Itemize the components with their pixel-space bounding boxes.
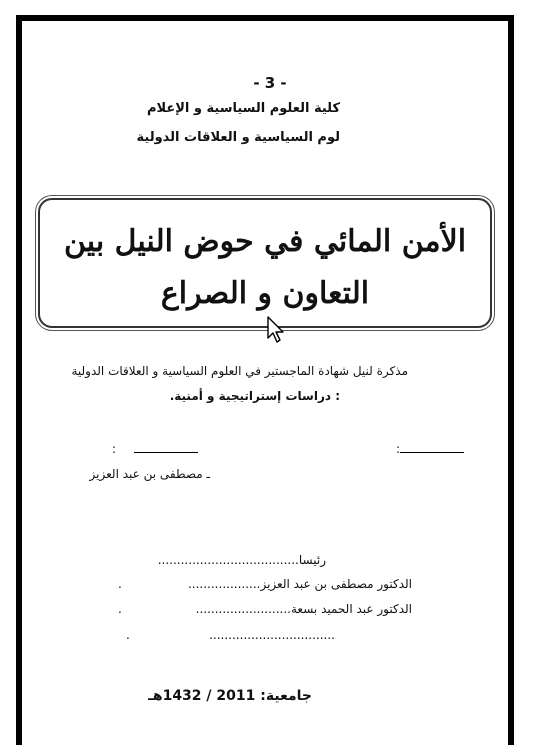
right-field-colon: : <box>396 442 401 456</box>
left-field-colon: : <box>112 442 117 456</box>
thesis-title: الأمن المائي في حوض النيل بين التعاون و الصراع <box>63 224 467 311</box>
thesis-title-box <box>38 198 492 328</box>
committee-member-3: ................................. <box>209 628 335 642</box>
right-field <box>396 442 464 456</box>
committee-member-3-dot: . <box>126 628 130 642</box>
page-number: - 3 - <box>253 74 287 92</box>
committee-member-1-dot: . <box>118 577 122 591</box>
left-field <box>112 442 198 456</box>
memo-line: مذكرة لنيل شهادة الماجستير في العلوم السياسية و العلاقات الدولية <box>71 364 408 378</box>
faculty-name: كلية العلوم السياسية و الإعلام <box>146 101 340 116</box>
department-name: لوم السياسية و العلاقات الدولية <box>136 130 340 145</box>
committee-member-2-dot: . <box>118 602 122 616</box>
committee-chair: رئيسا..................................... <box>157 553 326 567</box>
academic-year: جامعية: 2011 / 1432هـ <box>148 688 312 704</box>
committee-member-2: الدكتور عبد الحميد بسعة......................... <box>195 602 412 616</box>
supervisor-name: ـ مصطفى بن عبد العزيز <box>89 467 210 481</box>
mouse-cursor-icon <box>266 316 288 344</box>
committee-member-1: الدكتور مصطفى بن عبد العزيز................... <box>187 577 412 591</box>
specialty-line: : دراسات إستراتيجية و أمنية. <box>169 389 340 403</box>
